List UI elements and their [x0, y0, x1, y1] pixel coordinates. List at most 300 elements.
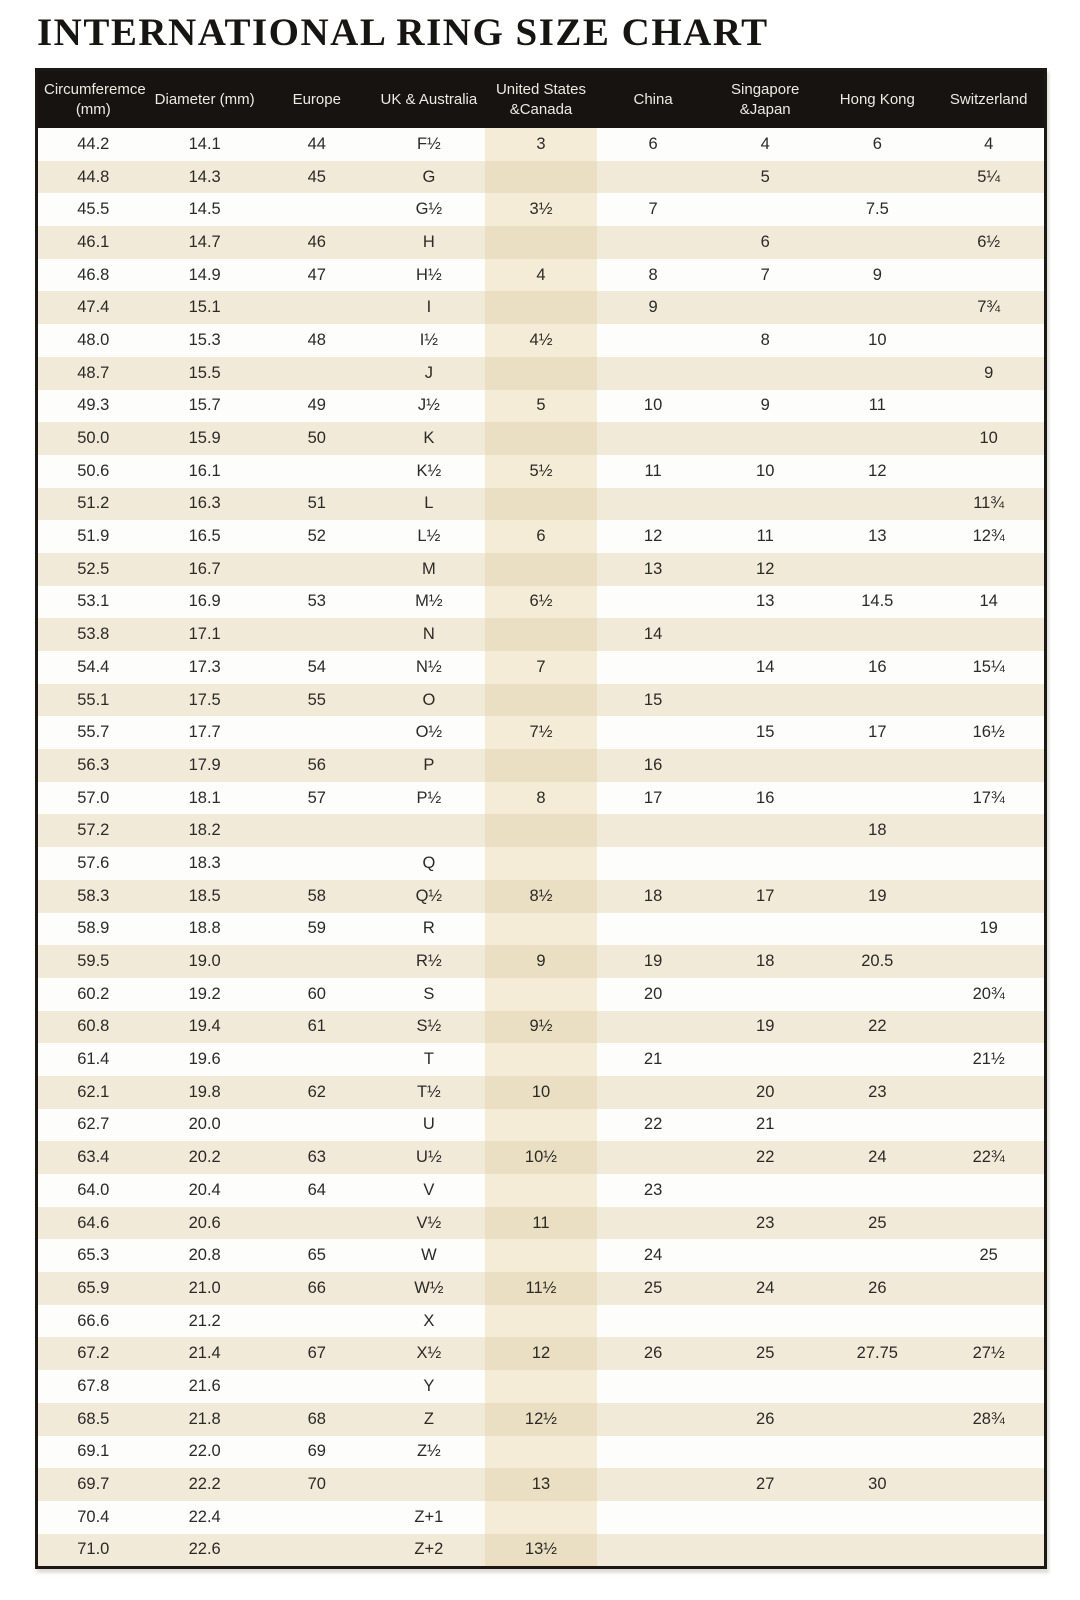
table-cell: 13: [597, 553, 709, 586]
table-cell: 22.4: [149, 1501, 261, 1534]
table-cell: R½: [373, 945, 485, 978]
table-cell: [261, 357, 373, 390]
table-cell: O½: [373, 716, 485, 749]
table-cell: 68.5: [37, 1403, 149, 1436]
table-cell: [597, 1468, 709, 1501]
table-cell: [933, 455, 1045, 488]
table-cell: P: [373, 749, 485, 782]
table-cell: [485, 618, 597, 651]
table-cell: 22: [821, 1011, 933, 1044]
table-cell: 14: [597, 618, 709, 651]
table-cell: I: [373, 291, 485, 324]
table-cell: 14.5: [149, 193, 261, 226]
table-cell: [709, 1436, 821, 1469]
table-cell: [597, 1011, 709, 1044]
table-cell: 58: [261, 880, 373, 913]
table-cell: [597, 1370, 709, 1403]
table-row: [37, 324, 1046, 357]
table-cell: 17: [709, 880, 821, 913]
table-cell: [821, 782, 933, 815]
table-cell: [261, 193, 373, 226]
table-cell: 26: [709, 1403, 821, 1436]
table-cell: [485, 1174, 597, 1207]
table-cell: 14.3: [149, 161, 261, 194]
table-row: [37, 390, 1046, 423]
table-cell: N: [373, 618, 485, 651]
table-cell: Z+1: [373, 1501, 485, 1534]
table-cell: [933, 847, 1045, 880]
table-cell: 12½: [485, 1403, 597, 1436]
table-cell: 52: [261, 520, 373, 553]
table-cell: [485, 553, 597, 586]
table-cell: [485, 978, 597, 1011]
table-cell: [485, 161, 597, 194]
table-cell: [709, 193, 821, 226]
table-cell: 4½: [485, 324, 597, 357]
table-cell: 48.0: [37, 324, 149, 357]
table-cell: [821, 226, 933, 259]
table-cell: 17¾: [933, 782, 1045, 815]
table-cell: [821, 618, 933, 651]
table-cell: 17.3: [149, 651, 261, 684]
table-cell: 67: [261, 1337, 373, 1370]
table-row: [37, 291, 1046, 324]
table-cell: Z+2: [373, 1534, 485, 1568]
table-cell: 11: [709, 520, 821, 553]
table-cell: 18: [597, 880, 709, 913]
table-cell: 64.6: [37, 1207, 149, 1240]
table-cell: [597, 913, 709, 946]
table-cell: 10: [821, 324, 933, 357]
table-cell: 8: [709, 324, 821, 357]
table-cell: 12: [597, 520, 709, 553]
table-row: [37, 651, 1046, 684]
table-cell: 21.8: [149, 1403, 261, 1436]
table-cell: 6: [821, 128, 933, 161]
table-cell: [933, 1501, 1045, 1534]
table-cell: [261, 1043, 373, 1076]
table-cell: [709, 1305, 821, 1338]
table-row: [37, 193, 1046, 226]
table-cell: [485, 1305, 597, 1338]
table-cell: 17: [597, 782, 709, 815]
table-cell: [373, 1468, 485, 1501]
table-row: [37, 553, 1046, 586]
table-cell: [821, 1109, 933, 1142]
table-cell: 18.8: [149, 913, 261, 946]
table-cell: [821, 1403, 933, 1436]
table-cell: 17: [821, 716, 933, 749]
table-cell: 21½: [933, 1043, 1045, 1076]
table-cell: 18.1: [149, 782, 261, 815]
table-cell: 69.1: [37, 1436, 149, 1469]
table-cell: 45.5: [37, 193, 149, 226]
table-cell: [933, 1370, 1045, 1403]
table-cell: [709, 684, 821, 717]
table-cell: 49: [261, 390, 373, 423]
table-cell: 13: [485, 1468, 597, 1501]
table-cell: L½: [373, 520, 485, 553]
table-row: [37, 1337, 1046, 1370]
table-cell: [485, 1436, 597, 1469]
table-cell: 47: [261, 259, 373, 292]
table-row: [37, 1403, 1046, 1436]
table-body: [37, 128, 1046, 1568]
table-cell: [821, 1174, 933, 1207]
table-row: [37, 128, 1046, 161]
table-cell: 20.0: [149, 1109, 261, 1142]
table-cell: O: [373, 684, 485, 717]
table-cell: T½: [373, 1076, 485, 1109]
table-cell: [709, 814, 821, 847]
table-cell: [821, 1370, 933, 1403]
table-row: [37, 1534, 1046, 1568]
table-cell: 51.2: [37, 488, 149, 521]
table-cell: 25: [933, 1239, 1045, 1272]
table-cell: 19.8: [149, 1076, 261, 1109]
table-cell: [821, 684, 933, 717]
table-row: [37, 880, 1046, 913]
table-cell: 66.6: [37, 1305, 149, 1338]
table-row: [37, 226, 1046, 259]
table-cell: [933, 553, 1045, 586]
table-cell: X½: [373, 1337, 485, 1370]
table-cell: 6: [597, 128, 709, 161]
table-cell: 21: [597, 1043, 709, 1076]
table-cell: 59: [261, 913, 373, 946]
table-cell: 65.3: [37, 1239, 149, 1272]
table-cell: 9: [597, 291, 709, 324]
table-cell: 16.3: [149, 488, 261, 521]
table-cell: 22.2: [149, 1468, 261, 1501]
table-cell: 48: [261, 324, 373, 357]
table-cell: 22.6: [149, 1534, 261, 1568]
table-cell: 14: [933, 586, 1045, 619]
table-cell: [933, 1109, 1045, 1142]
table-cell: [261, 945, 373, 978]
table-cell: 13: [709, 586, 821, 619]
table-cell: 9½: [485, 1011, 597, 1044]
table-cell: [597, 1076, 709, 1109]
table-cell: [597, 357, 709, 390]
table-cell: [933, 390, 1045, 423]
table-cell: [261, 1207, 373, 1240]
table-cell: 27½: [933, 1337, 1045, 1370]
table-cell: 15¼: [933, 651, 1045, 684]
table-cell: 6: [485, 520, 597, 553]
table-cell: 16½: [933, 716, 1045, 749]
table-cell: 20: [597, 978, 709, 1011]
table-row: [37, 1305, 1046, 1338]
table-cell: 24: [709, 1272, 821, 1305]
table-cell: 9: [485, 945, 597, 978]
table-cell: 59.5: [37, 945, 149, 978]
table-cell: [597, 1141, 709, 1174]
table-cell: 8½: [485, 880, 597, 913]
table-cell: [821, 1501, 933, 1534]
table-cell: K½: [373, 455, 485, 488]
table-cell: 19: [821, 880, 933, 913]
table-cell: [597, 1501, 709, 1534]
table-cell: M½: [373, 586, 485, 619]
table-cell: 30: [821, 1468, 933, 1501]
table-cell: 56.3: [37, 749, 149, 782]
table-cell: 25: [597, 1272, 709, 1305]
table-cell: [597, 1207, 709, 1240]
table-cell: 21.4: [149, 1337, 261, 1370]
table-cell: X: [373, 1305, 485, 1338]
table-cell: [821, 913, 933, 946]
table-cell: 22.0: [149, 1436, 261, 1469]
table-cell: 15.5: [149, 357, 261, 390]
table-row: [37, 1468, 1046, 1501]
table-cell: 21: [709, 1109, 821, 1142]
table-cell: 14.7: [149, 226, 261, 259]
table-cell: [933, 684, 1045, 717]
table-cell: 67.8: [37, 1370, 149, 1403]
table-cell: 18.2: [149, 814, 261, 847]
table-cell: 53.1: [37, 586, 149, 619]
table-cell: 18: [821, 814, 933, 847]
table-cell: 51: [261, 488, 373, 521]
table-cell: 44.2: [37, 128, 149, 161]
table-row: [37, 422, 1046, 455]
table-cell: [933, 880, 1045, 913]
table-row: [37, 978, 1046, 1011]
page-title: INTERNATIONAL RING SIZE CHART: [37, 11, 769, 54]
table-cell: [485, 291, 597, 324]
column-header: Europe: [261, 70, 373, 129]
table-cell: 20¾: [933, 978, 1045, 1011]
table-cell: 71.0: [37, 1534, 149, 1568]
table-cell: P½: [373, 782, 485, 815]
table-cell: 62.7: [37, 1109, 149, 1142]
table-cell: [597, 1305, 709, 1338]
table-cell: J: [373, 357, 485, 390]
table-cell: [933, 1174, 1045, 1207]
table-row: [37, 618, 1046, 651]
table-cell: [485, 226, 597, 259]
table-cell: 44: [261, 128, 373, 161]
table-cell: [485, 488, 597, 521]
table-cell: 68: [261, 1403, 373, 1436]
table-row: [37, 913, 1046, 946]
table-cell: 9: [933, 357, 1045, 390]
table-cell: [821, 1305, 933, 1338]
table-cell: 11½: [485, 1272, 597, 1305]
table-cell: 5: [485, 390, 597, 423]
table-cell: [261, 1109, 373, 1142]
table-cell: 16: [821, 651, 933, 684]
table-cell: [261, 455, 373, 488]
table-cell: 65.9: [37, 1272, 149, 1305]
table-cell: V: [373, 1174, 485, 1207]
table-cell: 57.2: [37, 814, 149, 847]
table-cell: 26: [597, 1337, 709, 1370]
table-row: [37, 1370, 1046, 1403]
table-cell: 21.2: [149, 1305, 261, 1338]
table-cell: [261, 1534, 373, 1568]
table-cell: [933, 1534, 1045, 1568]
table-cell: W½: [373, 1272, 485, 1305]
table-cell: 11: [597, 455, 709, 488]
ring-size-table-container: [35, 68, 1047, 1569]
table-cell: 5½: [485, 455, 597, 488]
table-cell: [597, 847, 709, 880]
table-cell: [709, 357, 821, 390]
table-cell: [261, 291, 373, 324]
table-row: [37, 161, 1046, 194]
table-cell: [597, 226, 709, 259]
table-cell: [597, 422, 709, 455]
table-cell: 14.9: [149, 259, 261, 292]
table-cell: 27.75: [821, 1337, 933, 1370]
table-cell: [261, 1305, 373, 1338]
table-cell: 23: [709, 1207, 821, 1240]
table-cell: 5: [709, 161, 821, 194]
table-cell: 18.3: [149, 847, 261, 880]
table-cell: 55.1: [37, 684, 149, 717]
table-cell: [933, 1272, 1045, 1305]
table-cell: 15.7: [149, 390, 261, 423]
table-cell: 17.9: [149, 749, 261, 782]
table-cell: 20.8: [149, 1239, 261, 1272]
table-cell: 64: [261, 1174, 373, 1207]
table-cell: 23: [821, 1076, 933, 1109]
table-cell: 57.6: [37, 847, 149, 880]
table-cell: 7: [709, 259, 821, 292]
table-cell: [709, 913, 821, 946]
table-cell: 10: [933, 422, 1045, 455]
table-row: [37, 1109, 1046, 1142]
column-header: Circumferemce (mm): [37, 70, 149, 129]
table-row: [37, 1501, 1046, 1534]
table-cell: R: [373, 913, 485, 946]
table-cell: 56: [261, 749, 373, 782]
table-cell: 63: [261, 1141, 373, 1174]
table-cell: [933, 1305, 1045, 1338]
table-cell: 19: [709, 1011, 821, 1044]
table-cell: [709, 1239, 821, 1272]
table-cell: 70.4: [37, 1501, 149, 1534]
table-cell: U½: [373, 1141, 485, 1174]
table-cell: 15.3: [149, 324, 261, 357]
table-cell: 16.7: [149, 553, 261, 586]
table-cell: 50: [261, 422, 373, 455]
table-cell: 10: [709, 455, 821, 488]
table-cell: 25: [709, 1337, 821, 1370]
table-cell: 12¾: [933, 520, 1045, 553]
table-cell: 4: [709, 128, 821, 161]
table-cell: 19.2: [149, 978, 261, 1011]
table-cell: [485, 422, 597, 455]
table-cell: [821, 357, 933, 390]
table-row: [37, 1174, 1046, 1207]
table-cell: [709, 1043, 821, 1076]
table-cell: [821, 978, 933, 1011]
table-cell: [821, 1436, 933, 1469]
table-row: [37, 1011, 1046, 1044]
table-cell: T: [373, 1043, 485, 1076]
table-cell: Y: [373, 1370, 485, 1403]
table-cell: [709, 1370, 821, 1403]
table-row: [37, 1272, 1046, 1305]
table-cell: 6: [709, 226, 821, 259]
table-cell: 7: [597, 193, 709, 226]
table-cell: 57: [261, 782, 373, 815]
table-cell: 11: [821, 390, 933, 423]
table-cell: 19: [933, 913, 1045, 946]
table-row: [37, 1076, 1046, 1109]
column-header: UK & Australia: [373, 70, 485, 129]
table-header-row: [37, 70, 1046, 129]
table-cell: 55: [261, 684, 373, 717]
table-cell: 55.7: [37, 716, 149, 749]
table-cell: 15.1: [149, 291, 261, 324]
table-cell: 19.0: [149, 945, 261, 978]
table-cell: L: [373, 488, 485, 521]
column-header: Singapore &Japan: [709, 70, 821, 129]
table-cell: [485, 684, 597, 717]
table-cell: F½: [373, 128, 485, 161]
table-cell: W: [373, 1239, 485, 1272]
table-row: [37, 814, 1046, 847]
table-cell: 50.0: [37, 422, 149, 455]
table-cell: 10: [597, 390, 709, 423]
table-cell: 13½: [485, 1534, 597, 1568]
table-cell: 54.4: [37, 651, 149, 684]
table-cell: [597, 324, 709, 357]
table-cell: 15: [709, 716, 821, 749]
table-cell: [933, 814, 1045, 847]
table-cell: [485, 357, 597, 390]
table-cell: N½: [373, 651, 485, 684]
table-cell: [821, 1534, 933, 1568]
table-cell: 15: [597, 684, 709, 717]
table-cell: 70: [261, 1468, 373, 1501]
table-cell: [709, 488, 821, 521]
table-row: [37, 847, 1046, 880]
table-cell: 11¾: [933, 488, 1045, 521]
table-cell: 11: [485, 1207, 597, 1240]
column-header: United States &Canada: [485, 70, 597, 129]
table-cell: [821, 488, 933, 521]
table-cell: [709, 978, 821, 1011]
table-cell: 52.5: [37, 553, 149, 586]
table-cell: U: [373, 1109, 485, 1142]
table-cell: [597, 716, 709, 749]
table-cell: 60: [261, 978, 373, 1011]
table-cell: 13: [821, 520, 933, 553]
table-cell: 65: [261, 1239, 373, 1272]
table-cell: 16.5: [149, 520, 261, 553]
table-cell: V½: [373, 1207, 485, 1240]
table-cell: 46.1: [37, 226, 149, 259]
table-cell: 51.9: [37, 520, 149, 553]
table-cell: 46: [261, 226, 373, 259]
table-cell: [933, 618, 1045, 651]
table-cell: 10½: [485, 1141, 597, 1174]
table-cell: [597, 161, 709, 194]
table-cell: 26: [821, 1272, 933, 1305]
column-header: Hong Kong: [821, 70, 933, 129]
table-cell: 60.8: [37, 1011, 149, 1044]
table-cell: 67.2: [37, 1337, 149, 1370]
table-cell: 45: [261, 161, 373, 194]
table-cell: 57.0: [37, 782, 149, 815]
table-cell: 61: [261, 1011, 373, 1044]
table-cell: Z½: [373, 1436, 485, 1469]
